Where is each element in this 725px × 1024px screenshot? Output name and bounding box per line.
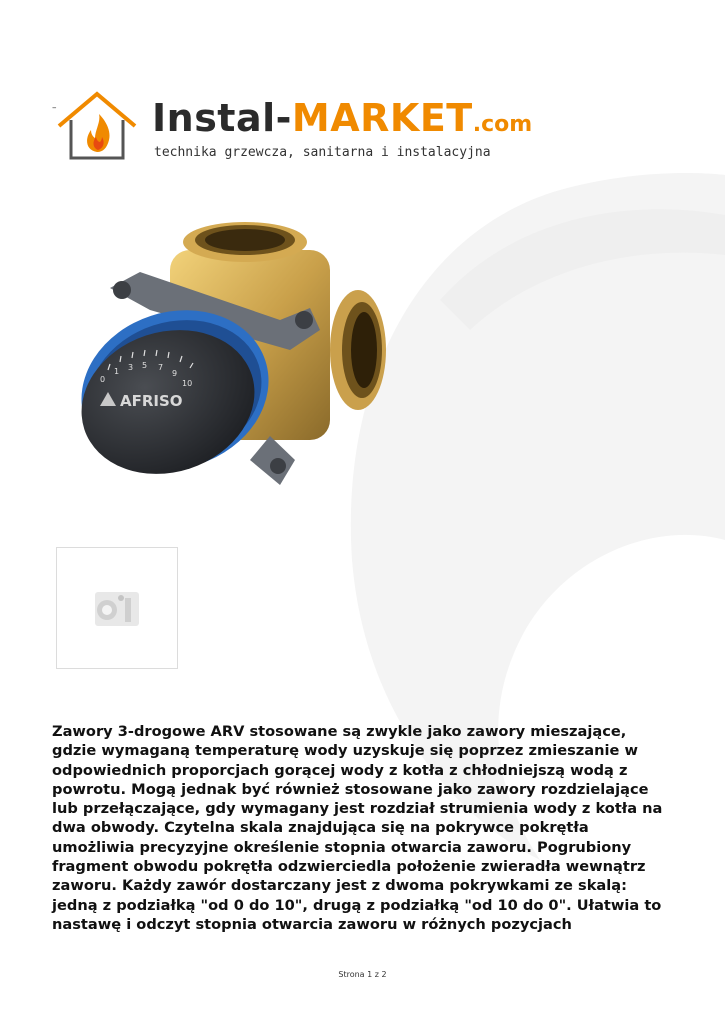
- product-thumbnail[interactable]: [56, 547, 178, 669]
- brand-name: [152, 96, 532, 147]
- scale-label: 3: [128, 363, 134, 372]
- scale-label: 7: [158, 363, 164, 372]
- page-number: Strona 1 z 2: [338, 970, 387, 979]
- scale-label: 5: [142, 361, 148, 370]
- valve-thumbnail-icon: [57, 548, 177, 668]
- scale-label: 9: [172, 369, 178, 378]
- house-flame-icon: [55, 90, 140, 162]
- scale-label: 10: [182, 379, 193, 388]
- scale-label: 1: [114, 367, 120, 376]
- product-image: [70, 210, 400, 510]
- product-description: Zawory 3-drogowe ARV stosowane są zwykle jako zawory mieszające, gdzie wymaganą temperaturę wody uzyskuje się poprzez zmieszanie w odpowiednich proporcjach gorącej wody z kotła z chłodniejszą wodą z powrotu. Mogą jednak być również stosowane jako zawory rozdzielające lub przełączające, gdy wymagany jest rozdział strumienia wody z kotła na dwa obwody. Czytelna skala znajdująca się na pokrywce pokrętła umożliwia precyzyjne określenie stopnia otwarcia zaworu. Pogrubiony fragment obwodu pokrętła odzwierciedla położenie zwieradła wewnątrz zaworu. Każdy zawór dostarczany jest z dwoma pokrywkami ze skalą: jedną z podziałką "od 0 do 10", drugą z podziałką "od 10 do 0". Ułatwia to nastawę i odczyt stopnia otwarcia zaworu w różnych pozycjach: [52, 723, 663, 933]
- brand-tagline: technika grzewcza, sanitarna i instalacyjna: [154, 145, 491, 160]
- brand-label: AFRISO: [120, 392, 183, 410]
- brand-market: MARKET: [291, 96, 473, 140]
- brand-domain: .com: [472, 112, 533, 137]
- header-dash: –: [52, 103, 57, 113]
- brand-instal: Instal-: [152, 96, 292, 140]
- scale-label: 0: [100, 375, 106, 384]
- site-logo[interactable]: [55, 90, 533, 165]
